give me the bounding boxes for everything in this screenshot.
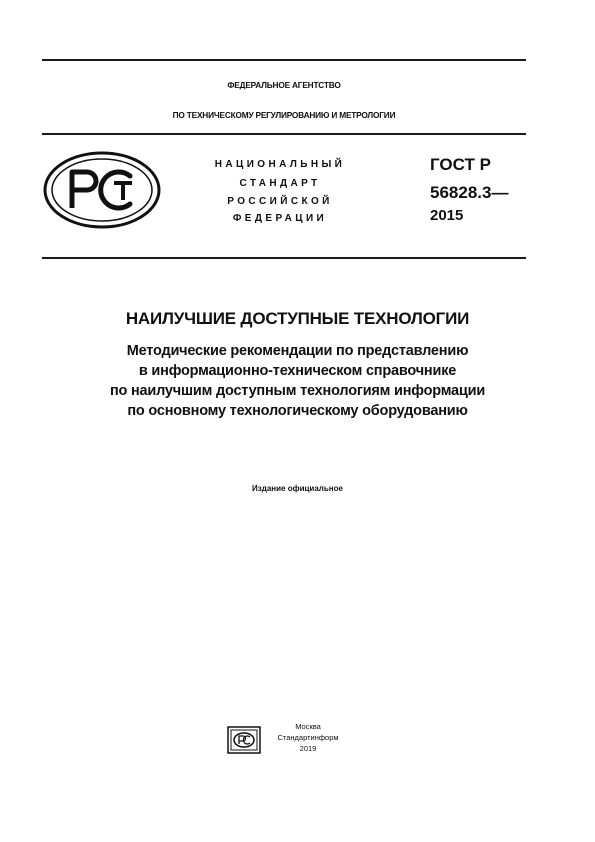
publisher-year: 2019	[299, 744, 317, 753]
agency-name-line1: ФЕДЕРАЛЬНОЕ АГЕНТСТВО	[227, 80, 341, 90]
gost-year: 2015	[430, 207, 464, 224]
standard-divider	[42, 257, 526, 259]
publisher-name: Стандартинформ	[277, 733, 339, 742]
publisher-city: Москва	[295, 722, 321, 731]
edition-note: Издание официальное	[252, 484, 343, 493]
national-line-2: СТАНДАРТ	[239, 178, 321, 189]
national-line-1: НАЦИОНАЛЬНЫЙ	[214, 159, 346, 170]
agency-name-line2: ПО ТЕХНИЧЕСКОМУ РЕГУЛИРОВАНИЮ И МЕТРОЛОГИИ	[172, 110, 396, 120]
subtitle-line-3: по наилучшим доступным технологиям информации	[109, 383, 486, 399]
national-line-3: РОССИЙСКОЙ	[227, 196, 333, 207]
rst-certification-logo	[42, 150, 162, 230]
header-divider	[42, 133, 526, 135]
standartinform-logo	[227, 726, 261, 754]
document-title: НАИЛУЧШИЕ ДОСТУПНЫЕ ТЕХНОЛОГИИ	[125, 309, 470, 328]
gost-number: 56828.3—	[430, 183, 509, 202]
gost-label: ГОСТ Р	[430, 155, 491, 174]
subtitle-line-1: Методические рекомендации по представлению	[126, 343, 469, 359]
subtitle-line-4: по основному технологическому оборудованию	[127, 403, 468, 419]
subtitle-line-2: в информационно-техническом справочнике	[138, 363, 457, 379]
national-line-4: ФЕДЕРАЦИИ	[232, 213, 328, 224]
gost-designation	[430, 155, 508, 226]
document-subtitle	[0, 341, 595, 421]
publisher-info	[268, 721, 348, 754]
top-divider	[42, 59, 526, 61]
